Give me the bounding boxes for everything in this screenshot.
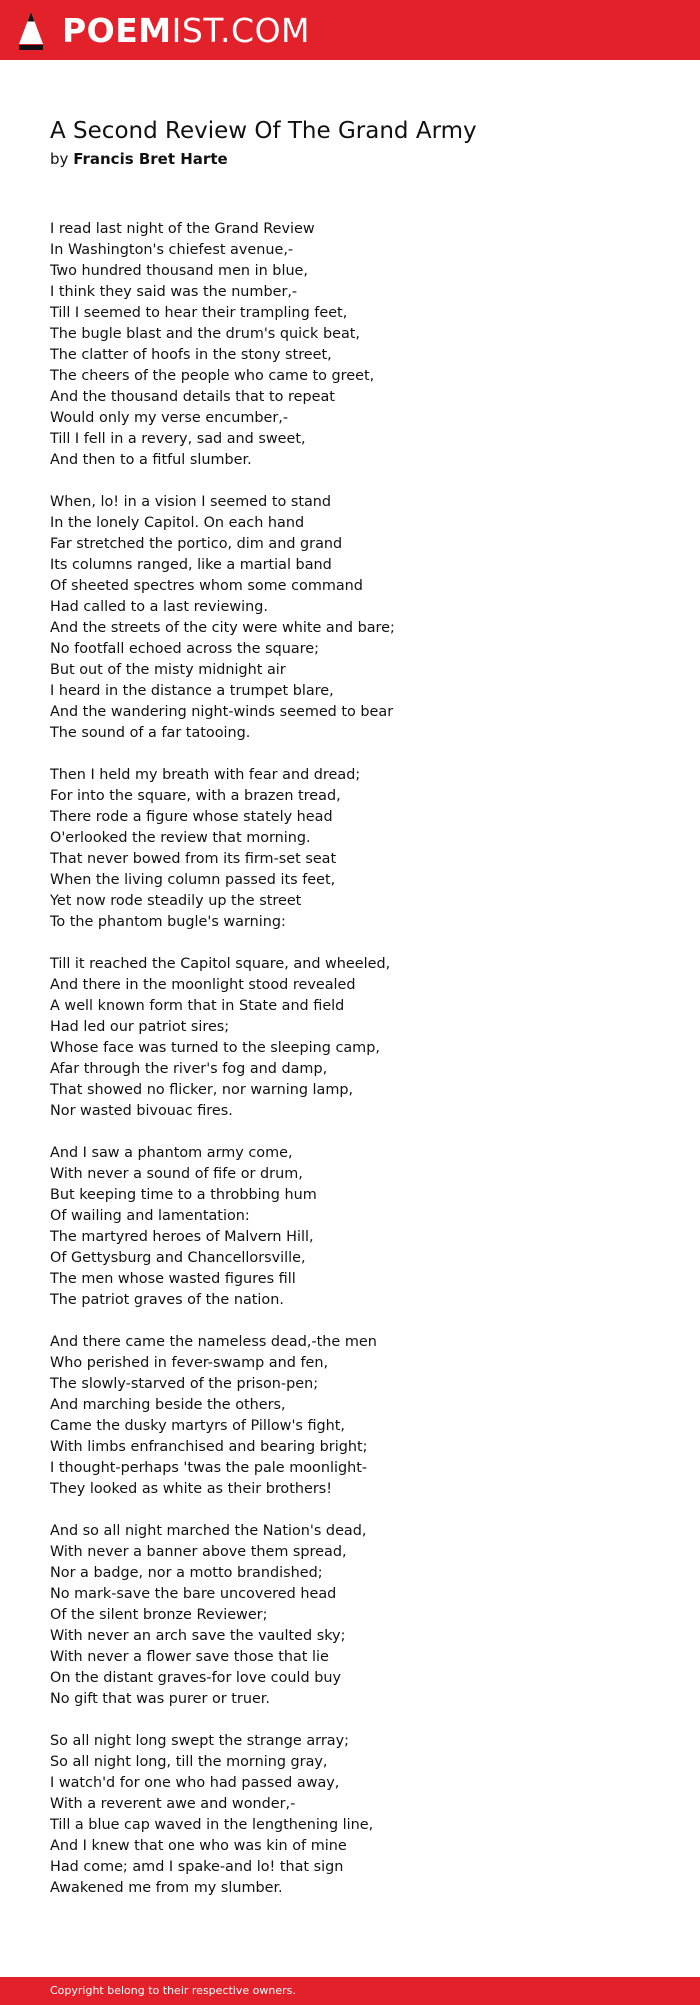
- poem-line: The bugle blast and the drum's quick beat,: [50, 326, 360, 342]
- poem-stanza: [50, 492, 650, 744]
- logo-text-bold: POEM: [62, 11, 172, 50]
- poem-line: For into the square, with a brazen tread,: [50, 788, 341, 804]
- poem-line: With a reverent awe and wonder,-: [50, 1796, 296, 1812]
- poem-line: Came the dusky martyrs of Pillow's fight,: [50, 1418, 346, 1434]
- poem-line: Nor a badge, nor a motto brandished;: [50, 1565, 323, 1581]
- poem-line: Far stretched the portico, dim and grand: [50, 536, 343, 552]
- poem-line: I read last night of the Grand Review: [50, 221, 315, 237]
- poem-line: And so all night marched the Nation's dead,: [50, 1523, 367, 1539]
- byline-prefix: by: [50, 150, 69, 168]
- poem-line: On the distant graves-for love could buy: [50, 1670, 341, 1686]
- poem-line: With limbs enfranchised and bearing bright;: [50, 1439, 368, 1455]
- poem-line: Would only my verse encumber,-: [50, 410, 289, 426]
- poem-line: Its columns ranged, like a martial band: [50, 557, 332, 573]
- poem-line: Afar through the river's fog and damp,: [50, 1061, 328, 1077]
- poem-line: And then to a fitful slumber.: [50, 452, 252, 468]
- poem-line: Till I fell in a revery, sad and sweet,: [50, 431, 306, 447]
- poem-line: Had come; amd I spake-and lo! that sign: [50, 1859, 344, 1875]
- poem-line: With never an arch save the vaulted sky;: [50, 1628, 346, 1644]
- poem-line: The patriot graves of the nation.: [50, 1292, 284, 1308]
- poem-line: No gift that was purer or truer.: [50, 1691, 270, 1707]
- poem-line: They looked as white as their brothers!: [50, 1481, 333, 1497]
- poem-line: When, lo! in a vision I seemed to stand: [50, 494, 332, 510]
- poem-line: The slowly-starved of the prison-pen;: [50, 1376, 319, 1392]
- poem-line: And there came the nameless dead,-the men: [50, 1334, 377, 1350]
- poem-line: O'erlooked the review that morning.: [50, 830, 311, 846]
- site-footer: [0, 1977, 700, 2005]
- poem-byline: [50, 148, 228, 170]
- poem-line: With never a sound of fife or drum,: [50, 1166, 303, 1182]
- poem-stanza: [50, 765, 650, 933]
- poem-line: Had led our patriot sires;: [50, 1019, 230, 1035]
- poem-line: The cheers of the people who came to greet,: [50, 368, 375, 384]
- poem-line: But keeping time to a throbbing hum: [50, 1187, 317, 1203]
- poem-line: And I knew that one who was kin of mine: [50, 1838, 347, 1854]
- poem-line: With never a banner above them spread,: [50, 1544, 347, 1560]
- poem-stanza: [50, 219, 650, 471]
- poem-line: Of sheeted spectres whom some command: [50, 578, 363, 594]
- poem-stanza: [50, 954, 650, 1122]
- poem-line: And the wandering night-winds seemed to bear: [50, 704, 394, 720]
- poem-line: But out of the misty midnight air: [50, 662, 286, 678]
- poem-line: So all night long, till the morning gray,: [50, 1754, 328, 1770]
- poem-line: Till I seemed to hear their trampling feet,: [50, 305, 348, 321]
- poem-title: A Second Review Of The Grand Army: [50, 118, 477, 144]
- poem-line: And the streets of the city were white and bare;: [50, 620, 395, 636]
- poem-line: That showed no flicker, nor warning lamp,: [50, 1082, 354, 1098]
- poem-line: Till it reached the Capitol square, and wheeled,: [50, 956, 391, 972]
- site-header: [0, 0, 700, 60]
- poem-line: No mark-save the bare uncovered head: [50, 1586, 337, 1602]
- poem-body: [50, 219, 650, 1920]
- poem-line: When the living column passed its feet,: [50, 872, 336, 888]
- poem-line: Two hundred thousand men in blue,: [50, 263, 308, 279]
- poem-line: That never bowed from its firm-set seat: [50, 851, 337, 867]
- poem-line: And the thousand details that to repeat: [50, 389, 335, 405]
- poem-stanza: [50, 1332, 650, 1500]
- poem-line: And I saw a phantom army come,: [50, 1145, 293, 1161]
- poem-line: I heard in the distance a trumpet blare,: [50, 683, 334, 699]
- poem-line: The men whose wasted figures fill: [50, 1271, 296, 1287]
- site-logo[interactable]: [18, 11, 310, 51]
- poem-line: Of wailing and lamentation:: [50, 1208, 250, 1224]
- poem-line: To the phantom bugle's warning:: [50, 914, 286, 930]
- poem-line: In Washington's chiefest avenue,-: [50, 242, 294, 258]
- copyright-notice: Copyright belong to their respective owners.: [50, 1984, 296, 1997]
- poem-line: Whose face was turned to the sleeping camp,: [50, 1040, 380, 1056]
- poem-stanza: [50, 1143, 650, 1311]
- poem-line: Had called to a last reviewing.: [50, 599, 269, 615]
- poem-line: The sound of a far tatooing.: [50, 725, 251, 741]
- poem-author[interactable]: Francis Bret Harte: [73, 150, 228, 168]
- poem-line: No footfall echoed across the square;: [50, 641, 319, 657]
- pencil-tip-icon: [18, 11, 44, 51]
- logo-text-light: IST.COM: [171, 11, 311, 50]
- poem-line: I think they said was the number,-: [50, 284, 298, 300]
- poem-line: So all night long swept the strange array;: [50, 1733, 349, 1749]
- poem-line: The martyred heroes of Malvern Hill,: [50, 1229, 314, 1245]
- poem-line: The clatter of hoofs in the stony street,: [50, 347, 332, 363]
- poem-line: I watch'd for one who had passed away,: [50, 1775, 340, 1791]
- poem-line: There rode a figure whose stately head: [50, 809, 333, 825]
- poem-line: And marching beside the others,: [50, 1397, 286, 1413]
- poem-line: Then I held my breath with fear and dread;: [50, 767, 361, 783]
- poem-line: In the lonely Capitol. On each hand: [50, 515, 305, 531]
- poem-line: Who perished in fever-swamp and fen,: [50, 1355, 329, 1371]
- poem-line: Awakened me from my slumber.: [50, 1880, 283, 1896]
- poem-stanza: [50, 1731, 650, 1899]
- poem-line: Till a blue cap waved in the lengthening line,: [50, 1817, 374, 1833]
- poem-stanza: [50, 1521, 650, 1710]
- poem-line: I thought-perhaps 'twas the pale moonlight-: [50, 1460, 368, 1476]
- poem-line: And there in the moonlight stood revealed: [50, 977, 356, 993]
- site-logo-text: [62, 11, 310, 51]
- poem-line: A well known form that in State and field: [50, 998, 345, 1014]
- poem-line: With never a flower save those that lie: [50, 1649, 329, 1665]
- poem-line: Of the silent bronze Reviewer;: [50, 1607, 268, 1623]
- poem-line: Yet now rode steadily up the street: [50, 893, 302, 909]
- poem-line: Nor wasted bivouac fires.: [50, 1103, 233, 1119]
- poem-line: Of Gettysburg and Chancellorsville,: [50, 1250, 306, 1266]
